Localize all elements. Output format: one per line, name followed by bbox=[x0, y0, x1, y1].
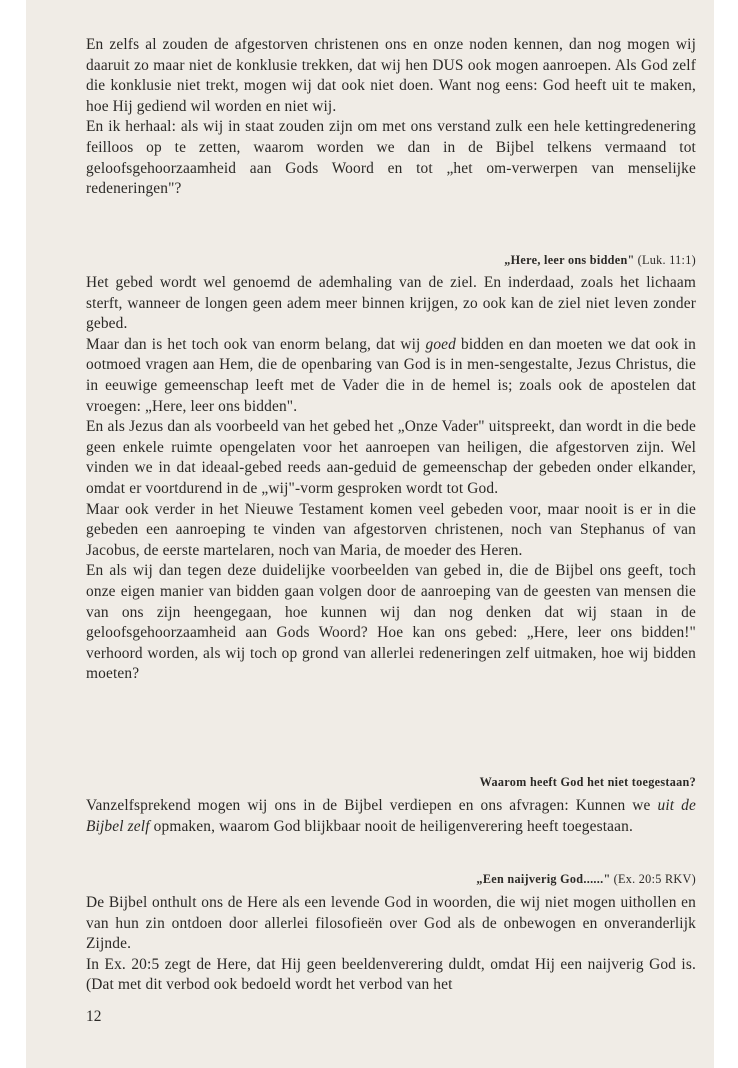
paragraph: En zelfs al zouden de afgestorven christenen ons en onze noden kennen, dan nog mogen wij daaruit zo maar niet de konklusie trekken, dat wij hen DUS ook mogen aanroepen. Als God zelf die konklusie niet trekt, mogen wij dat ook niet doen. Want nog eens: God heeft uit te maken, hoe Hij gediend wil worden en niet wij. bbox=[86, 36, 696, 115]
text-run: Vanzelfsprekend mogen wij ons in de Bijbel verdiepen en ons afvragen: Kunnen we bbox=[86, 797, 658, 814]
heading-title: Waarom heeft God het niet toegestaan? bbox=[479, 775, 696, 789]
section-heading-2 bbox=[480, 775, 696, 790]
text-run: opmaken, waarom God blijkbaar nooit de heiligenverering heeft toegestaan. bbox=[149, 817, 633, 835]
section-heading-1 bbox=[504, 253, 696, 268]
section-2-text bbox=[86, 796, 696, 837]
heading-title: „Here, leer ons bidden" bbox=[504, 253, 635, 267]
page-number: 12 bbox=[86, 1008, 102, 1025]
text-run: bidden en dan moeten we dat ook in ootmoed vragen aan Hem, die de openbaring van God is in men-sengestalte, Jezus Christus, die in eeuwige gemeenschap leeft met de Vader die in de hemel is; zoals ook de apostelen dat vroegen: „Here, leer ons bidden". bbox=[86, 335, 696, 415]
paragraph: En als wij dan tegen deze duidelijke voorbeelden van gebed in, die de Bijbel ons geeft, toch onze eigen manier van bidden gaan volgen door de aanroeping van de geesten van mensen die van ons zijn heengegaan, hoe kunnen wij dan nog denken dat wij staan in de geloofsgehoorzaamheid aan Gods Woord? Hoe kan ons gebed: „Here, leer ons bidden!" verhoord worden, als wij toch op grond van allerlei redeneringen zelf uitmaken, hoe wij bidden moeten? bbox=[86, 562, 696, 683]
section-heading-3 bbox=[476, 872, 696, 887]
paragraph: En als Jezus dan als voorbeeld van het gebed het „Onze Vader" uitspreekt, dan wordt in die bede geen enkele ruimte opengelaten voor het aanroepen van heiligen, die afgestorven zijn. Wel vinden we in dat ideaal-gebed reeds aan-geduid de gemeenschap der gebeden onder elkander, omdat er voortdurend in de „wij"-vorm gesproken wordt tot God. bbox=[86, 418, 696, 497]
book-page bbox=[26, 0, 714, 1068]
heading-reference: (Ex. 20:5 RKV) bbox=[613, 872, 696, 886]
section-3-text bbox=[86, 893, 696, 996]
paragraph bbox=[86, 796, 696, 837]
paragraph: Het gebed wordt wel genoemd de ademhaling van de ziel. En inderdaad, zoals het lichaam sterft, wanneer de longen geen adem meer binnen krijgen, zo ook kan de ziel niet leven zonder gebed. bbox=[86, 274, 696, 333]
paragraph: In Ex. 20:5 zegt de Here, dat Hij geen beeldenverering duldt, omdat Hij een naijverig God is. (Dat met dit verbod ook bedoeld wordt het verbod van het bbox=[86, 955, 696, 994]
paragraph bbox=[86, 335, 696, 417]
emphasis: goed bbox=[425, 335, 457, 353]
paragraph: Maar ook verder in het Nieuwe Testament komen veel gebeden voor, maar nooit is er in die gebeden een aanroeping te vinden van afgestorven christenen, noch van Stephanus of van Jacobus, de eerste martelaren, noch van Maria, de moeder des Heren. bbox=[86, 500, 696, 559]
heading-title: „Een naijverig God......" bbox=[476, 872, 611, 886]
paragraph: De Bijbel onthult ons de Here als een levende God in woorden, die wij niet mogen uithollen en van hun zin ontdoen door allerlei filosofieën over God als de onbewogen en onveranderlijk Zijnde. bbox=[86, 894, 696, 953]
emphasis: uit de Bijbel zelf bbox=[86, 797, 696, 835]
intro-text bbox=[86, 35, 696, 200]
paragraph: En ik herhaal: als wij in staat zouden zijn om met ons verstand zulk een hele kettingredenering feilloos op te zetten, waarom worden we dan in de Bijbel telkens vermaand tot geloofsgehoorzaamheid aan Gods Woord en tot „het om-verwerpen van menselijke redeneringen"? bbox=[86, 118, 696, 198]
heading-reference: (Luk. 11:1) bbox=[637, 253, 696, 267]
text-run: Maar dan is het toch ook van enorm belang, dat wij bbox=[86, 335, 426, 353]
section-1-text bbox=[86, 273, 696, 685]
